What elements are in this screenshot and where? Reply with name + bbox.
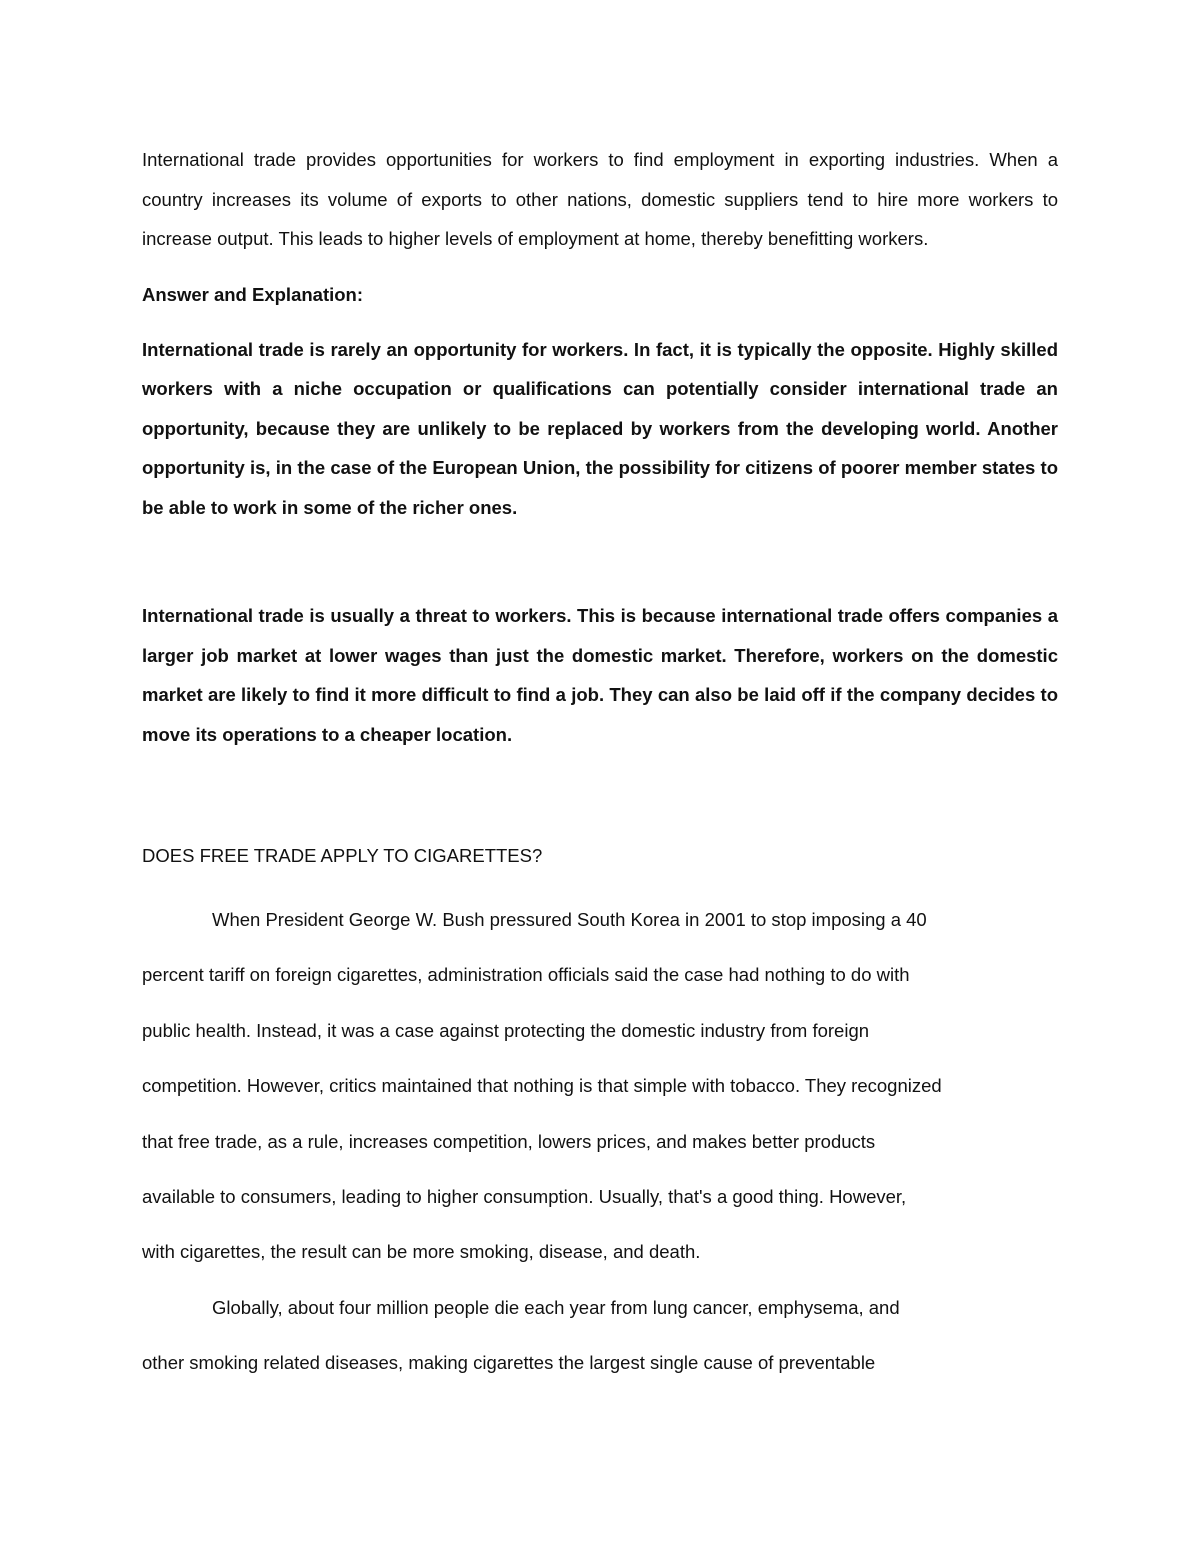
intro-paragraph: International trade provides opportunities for workers to find employment in exporting industries. When a country increases its volume of exports to other nations, domestic suppliers tend to hire more workers to increase output. This leads to higher levels of employment at home, thereby benefitting workers.	[142, 149, 1058, 249]
answer-label: Answer and Explanation:	[142, 283, 364, 305]
section-paragraph-tariff: When President George W. Bush pressured South Korea in 2001 to stop imposing a 40 percent tariff on foreign cigarettes, administration officials said the case had nothing to do with public health. Instead, it was a case against protecting the domestic industry from foreign competition. However, critics maintained that nothing is that simple with tobacco. They recognized that free trade, as a rule, increases competition, lowers prices, and makes better products available to consumers, leading to higher consumption. Usually, that's a good thing. However, with cigarettes, the result can be more smoking, disease, and death.	[142, 909, 942, 1263]
section-paragraph-mortality: Globally, about four million people die each year from lung cancer, emphysema, and other smoking related diseases, making cigarettes the largest single cause of preventable	[142, 1296, 900, 1374]
section-heading: DOES FREE TRADE APPLY TO CIGARETTES?	[142, 845, 543, 866]
answer-paragraph-opportunity: International trade is rarely an opportunity for workers. In fact, it is typically the opposite. Highly skilled workers with a niche occupation or qualifications can potentially consider international trade an opportunity, because they are unlikely to be replaced by workers from the developing world. Another opportunity is, in the case of the European Union, the possibility for citizens of poorer member states to be able to work in some of the richer ones.	[142, 338, 1058, 518]
answer-paragraph-threat: International trade is usually a threat to workers. This is because international trade offers companies a larger job market at lower wages than just the domestic market. Therefore, workers on the domestic market are likely to find it more difficult to find a job. They can also be laid off if the company decides to move its operations to a cheaper location.	[142, 605, 1058, 745]
document-body	[142, 140, 1058, 1391]
